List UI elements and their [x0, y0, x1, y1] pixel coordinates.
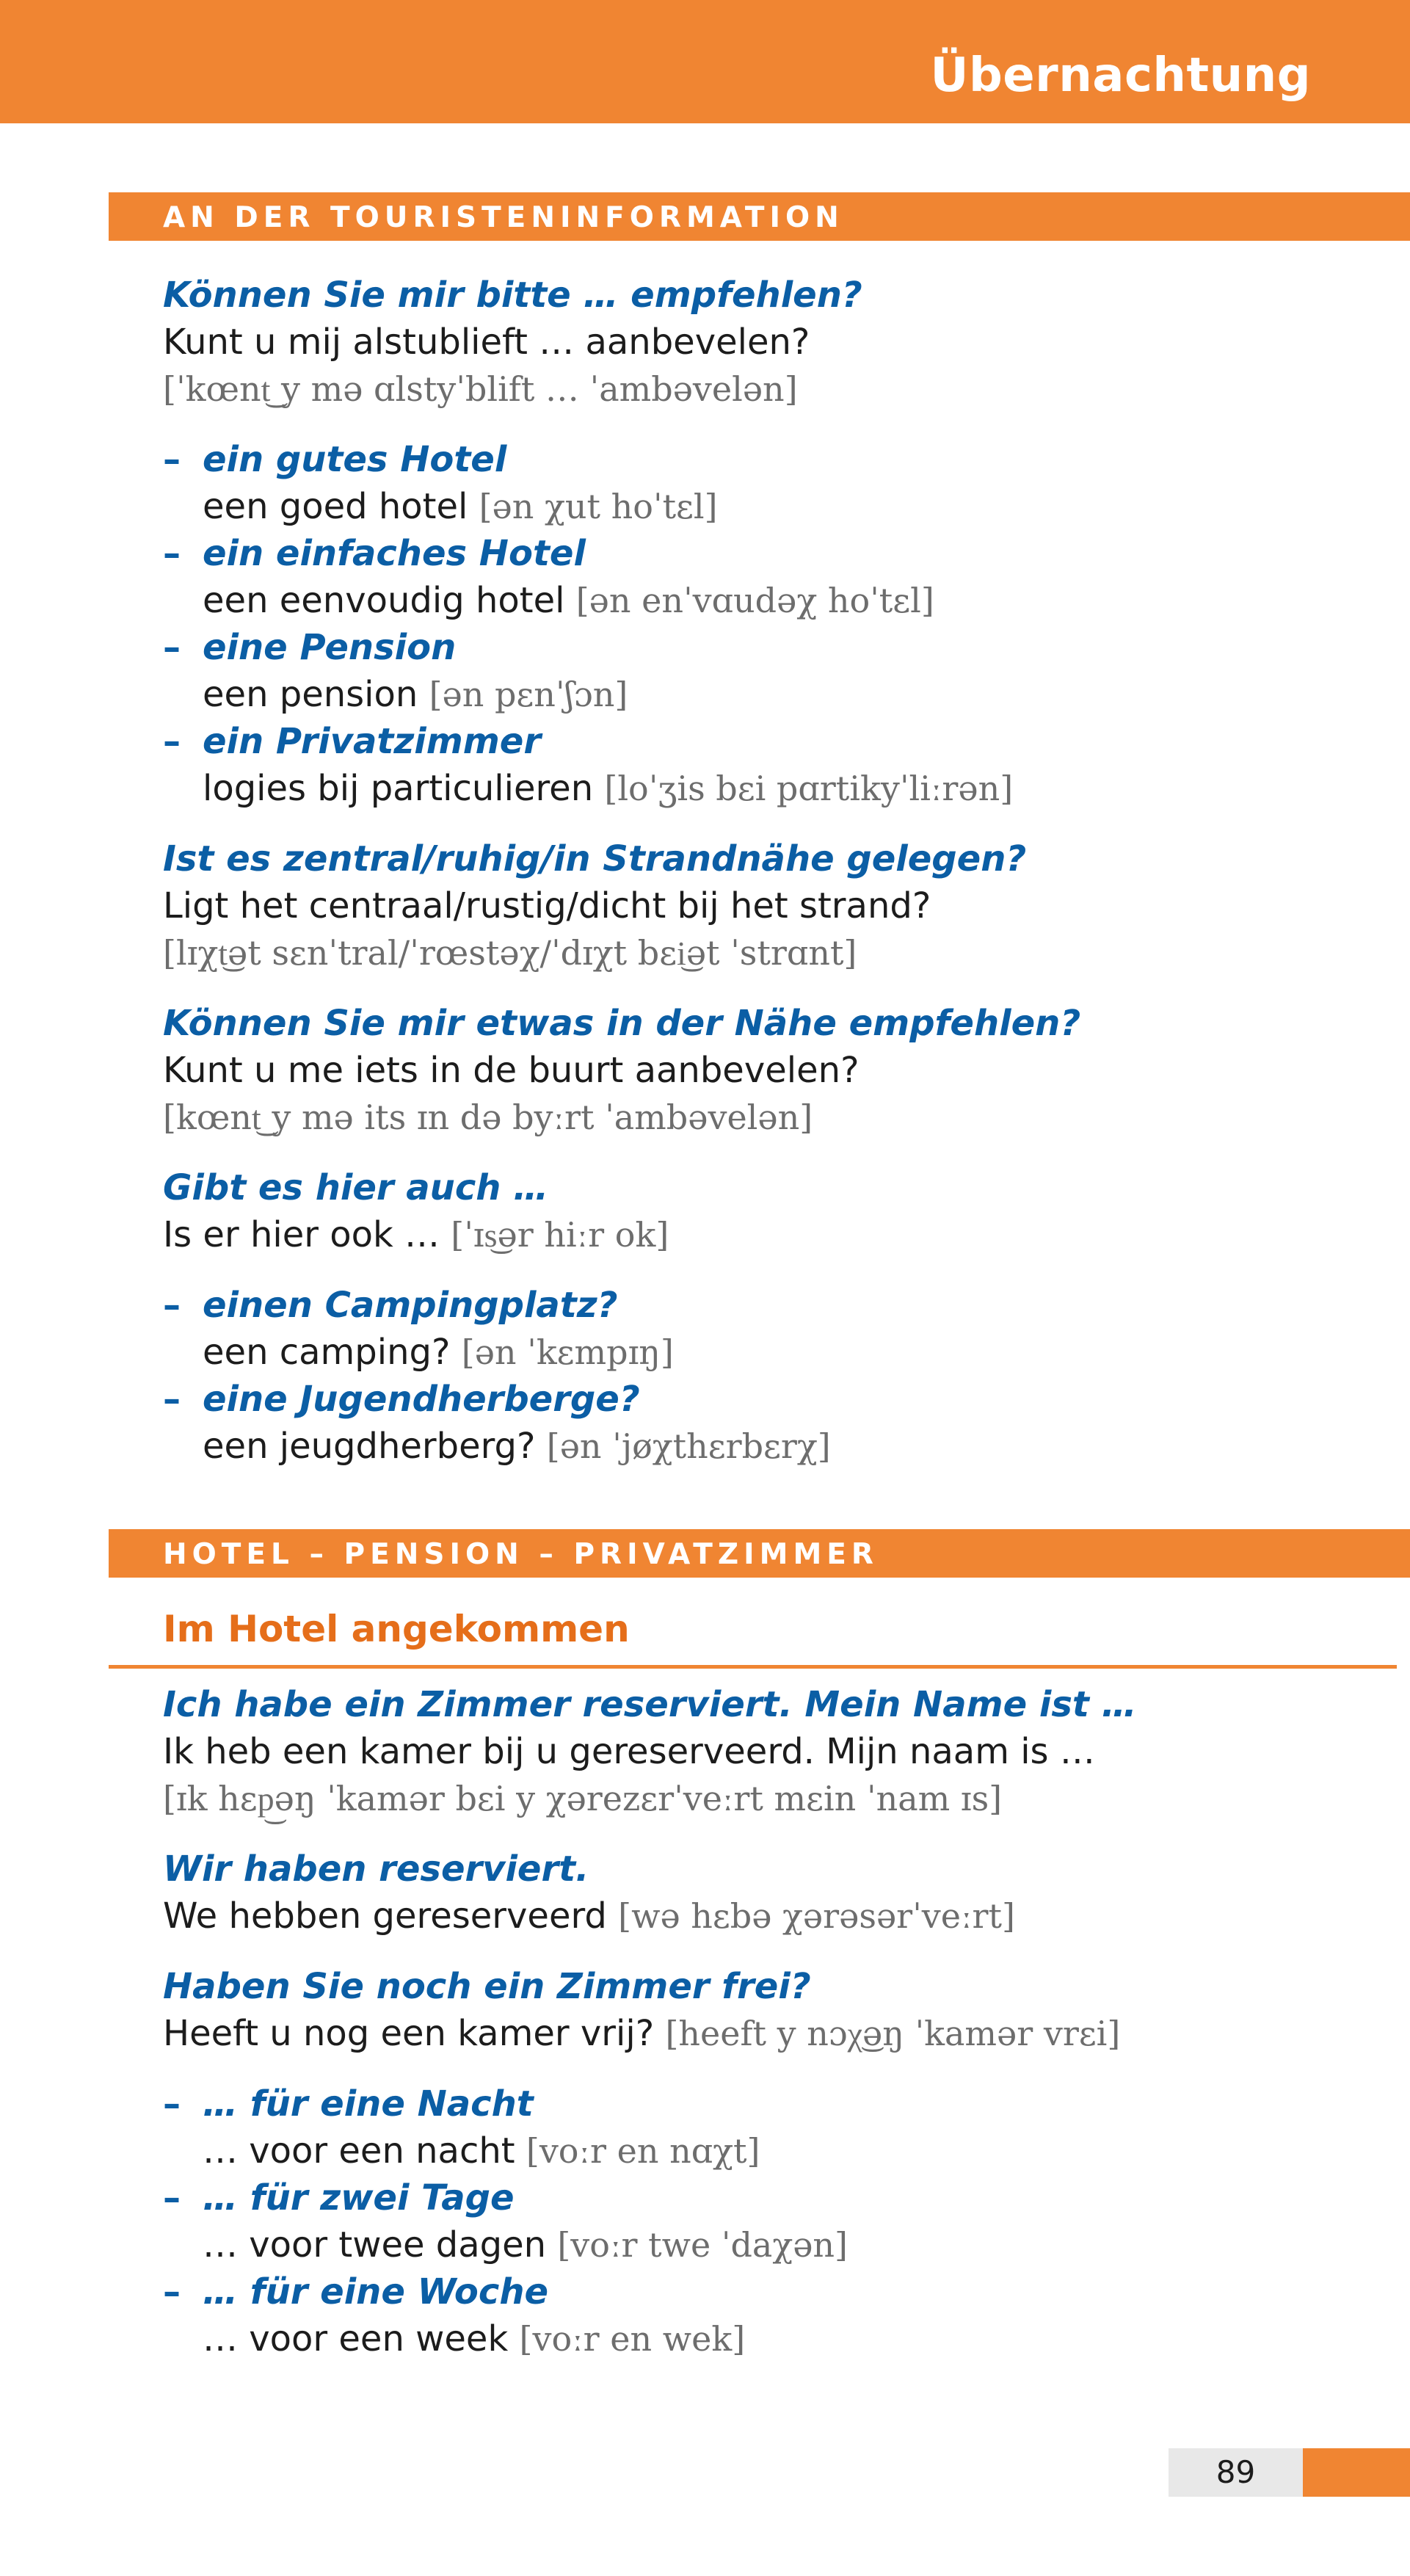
dutch-phrase: logies bij particulieren [203, 768, 594, 809]
phrase-entry [163, 1681, 1374, 1822]
pronunciation: [wə hɛbə χərəsərˈveːrt] [618, 1896, 1015, 1936]
german-phrase: Gibt es hier auch … [163, 1167, 549, 1208]
pronunciation: [kœnt͜ y mə its ɪn də byːrt ˈambəvelən] [163, 1097, 813, 1137]
dutch-phrase: … voor twee dagen [203, 2224, 547, 2265]
phrase-entry [163, 835, 1374, 976]
pronunciation: [ən ˈjøχthɛrbɛrχ] [546, 1426, 831, 1466]
option-item [163, 1282, 1374, 1376]
german-phrase: einen Campingplatz? [203, 1285, 618, 1326]
dutch-phrase: een eenvoudig hotel [203, 580, 565, 621]
dutch-phrase: Kunt u mij alstublieft … aanbevelen? [163, 322, 810, 363]
dash-bullet: – [163, 533, 181, 574]
dutch-phrase: Is er hier ook … [163, 1214, 440, 1255]
dash-bullet: – [163, 1379, 181, 1420]
section-content-touristeninformation [163, 272, 1374, 1493]
german-phrase: Wir haben reserviert. [163, 1848, 589, 1890]
phrase-entry [163, 1963, 1374, 2057]
footer-accent-tab [1303, 2448, 1410, 2497]
german-phrase: ein gutes Hotel [203, 439, 507, 480]
phrase-entry [163, 1000, 1374, 1141]
german-phrase: … für eine Woche [203, 2271, 549, 2312]
german-phrase: Haben Sie noch ein Zimmer frei? [163, 1966, 811, 2007]
option-item [163, 2080, 1374, 2174]
dash-bullet: – [163, 627, 181, 668]
german-phrase: Können Sie mir etwas in der Nähe empfehlen? [163, 1003, 1081, 1044]
page-number-box [1169, 2448, 1303, 2497]
header-bar [0, 0, 1410, 123]
dutch-phrase: Kunt u me iets in de buurt aanbevelen? [163, 1050, 860, 1091]
option-item [163, 530, 1374, 624]
pronunciation: [voːr twe ˈdaχən] [557, 2225, 848, 2265]
dutch-phrase: een camping? [203, 1332, 451, 1373]
german-phrase: Ich habe ein Zimmer reserviert. Mein Name ist … [163, 1684, 1137, 1725]
section-label: HOTEL – PENSION – PRIVATZIMMER [163, 1538, 879, 1571]
phrase-entry [163, 1846, 1374, 1940]
dash-bullet: – [163, 439, 181, 480]
german-phrase: … für eine Nacht [203, 2083, 534, 2125]
dash-bullet: – [163, 2271, 181, 2312]
option-list [163, 2080, 1374, 2362]
german-phrase: ein einfaches Hotel [203, 533, 586, 574]
dutch-phrase: Ligt het centraal/rustig/dicht bij het strand? [163, 885, 931, 926]
pronunciation: [ɪk hɛp͜əŋ ˈkamər bɛi y χərezɛrˈveːrt mɛin ˈnam ɪs] [163, 1779, 1003, 1818]
dash-bullet: – [163, 2177, 181, 2218]
dash-bullet: – [163, 1285, 181, 1326]
section-content-hotel [163, 1681, 1374, 2386]
dutch-phrase: We hebben gereserveerd [163, 1895, 607, 1937]
pronunciation: [lɪχt͜ət sɛnˈtral/ˈrœstəχ/ˈdɪχt bɛi͜ət ˈstrɑnt] [163, 933, 857, 973]
phrase-entry [163, 272, 1374, 413]
dutch-phrase: een jeugdherberg? [203, 1426, 536, 1467]
dutch-phrase: Heeft u nog een kamer vrij? [163, 2013, 655, 2054]
pronunciation: [loˈʒis bɛi pɑrtikyˈliːrən] [604, 769, 1014, 808]
option-item [163, 2174, 1374, 2268]
page-number: 89 [1215, 2454, 1256, 2490]
subheading: Im Hotel angekommen [163, 1608, 630, 1650]
dutch-phrase: een goed hotel [203, 486, 468, 527]
pronunciation: [voːr en nɑχt] [526, 2131, 760, 2171]
german-phrase: Können Sie mir bitte … empfehlen? [163, 275, 862, 316]
dutch-phrase: Ik heb een kamer bij u gereserveerd. Mijn naam is … [163, 1731, 1095, 1772]
section-bar-hotel [109, 1529, 1410, 1578]
pronunciation: [ən enˈvɑudəχ hoˈtɛl] [575, 581, 934, 620]
option-list [163, 436, 1374, 812]
german-phrase: … für zwei Tage [203, 2177, 515, 2218]
chapter-title: Übernachtung [930, 48, 1311, 103]
german-phrase: eine Jugendherberge? [203, 1379, 640, 1420]
option-item [163, 1376, 1374, 1470]
pronunciation: [voːr en wek] [519, 2319, 746, 2359]
dash-bullet: – [163, 2083, 181, 2125]
pronunciation: [ən pɛnˈʃɔn] [429, 675, 628, 714]
phrase-entry [163, 1164, 1374, 1258]
section-bar-touristeninformation [109, 192, 1410, 241]
german-phrase: Ist es zentral/ruhig/in Strandnähe gelegen? [163, 838, 1027, 879]
german-phrase: eine Pension [203, 627, 457, 668]
option-item [163, 436, 1374, 530]
option-item [163, 2268, 1374, 2362]
dutch-phrase: … voor een week [203, 2318, 509, 2359]
option-item [163, 718, 1374, 812]
dutch-phrase: een pension [203, 674, 418, 715]
pronunciation: [ən χut hoˈtɛl] [479, 487, 718, 526]
pronunciation: [ˈɪs͜ər hiːr ok] [451, 1215, 669, 1255]
section-label: AN DER TOURISTENINFORMATION [163, 201, 844, 234]
option-list [163, 1282, 1374, 1470]
pronunciation: [heeft y nɔχ͜əŋ ˈkamər vrɛi] [665, 2014, 1121, 2053]
dash-bullet: – [163, 721, 181, 762]
dutch-phrase: … voor een nacht [203, 2130, 515, 2172]
pronunciation: [ən ˈkɛmpɪŋ] [461, 1332, 674, 1372]
pronunciation: [ˈkœnt͜ y mə ɑlstyˈblift … ˈambəvelən] [163, 369, 798, 409]
option-item [163, 624, 1374, 718]
subheading-rule [109, 1665, 1397, 1669]
german-phrase: ein Privatzimmer [203, 721, 541, 762]
